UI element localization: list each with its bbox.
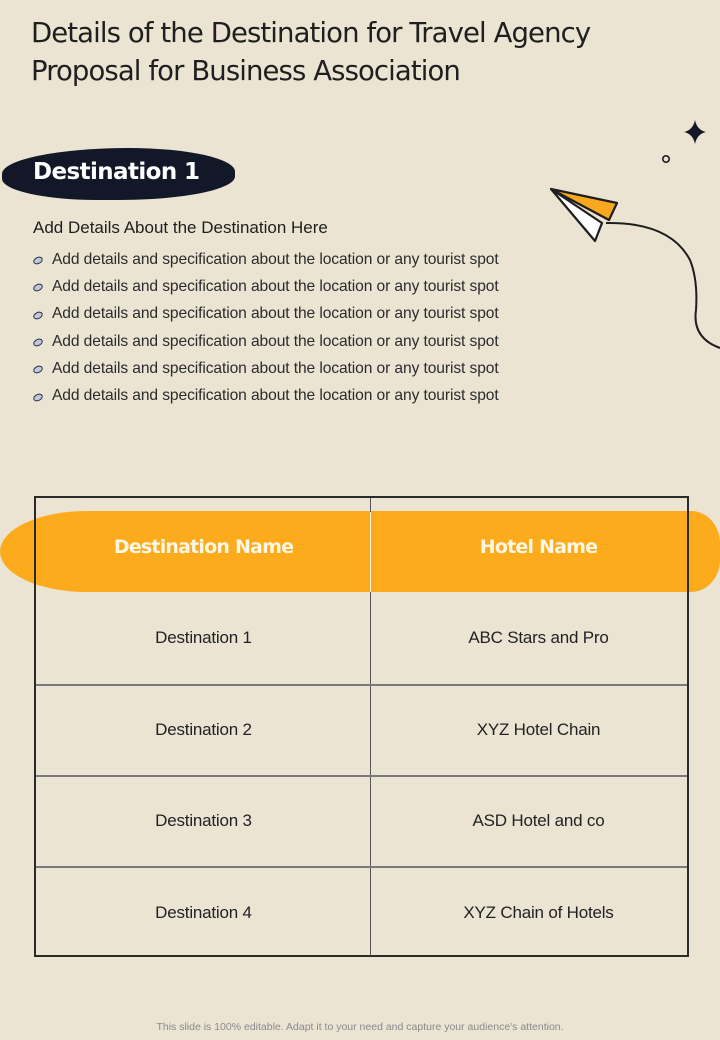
- ellipse-bullet-icon: [32, 283, 44, 294]
- list-item-text: Add details and specification about the location or any tourist spot: [52, 250, 499, 268]
- table-cell-destination: Destination 4: [155, 903, 252, 922]
- ellipse-bullet-icon: [32, 365, 44, 376]
- details-list: [33, 246, 499, 410]
- subheading: Add Details About the Destination Here: [33, 218, 328, 237]
- row-divider: [36, 684, 687, 686]
- table-cell-hotel: ABC Stars and Pro: [468, 628, 609, 647]
- list-item: [33, 301, 499, 328]
- table-cell-destination: Destination 1: [155, 628, 252, 647]
- row-divider: [36, 866, 687, 868]
- list-item-text: Add details and specification about the location or any tourist spot: [52, 359, 499, 377]
- four-point-star-icon: [684, 120, 706, 144]
- list-item: [33, 328, 499, 355]
- list-item-text: Add details and specification about the location or any tourist spot: [52, 305, 499, 323]
- list-item-text: Add details and specification about the location or any tourist spot: [52, 387, 499, 405]
- list-item: [33, 382, 499, 409]
- ellipse-bullet-icon: [32, 255, 44, 266]
- list-item-text: Add details and specification about the location or any tourist spot: [52, 277, 499, 295]
- column-header-hotel: Hotel Name: [479, 536, 598, 558]
- paper-plane-icon: [551, 189, 617, 241]
- table-cell-hotel: XYZ Chain of Hotels: [463, 903, 614, 922]
- list-item-text: Add details and specification about the location or any tourist spot: [52, 332, 499, 350]
- page-title: [31, 14, 671, 90]
- ellipse-bullet-icon: [32, 337, 44, 348]
- list-item: [33, 246, 499, 273]
- table-cell-destination: Destination 2: [155, 720, 252, 739]
- row-divider: [36, 775, 687, 777]
- table-cell-hotel: XYZ Hotel Chain: [476, 720, 601, 739]
- list-item: [33, 355, 499, 382]
- ellipse-bullet-icon: [32, 392, 44, 403]
- small-circle-icon: [663, 156, 669, 162]
- table-cell-destination: Destination 3: [155, 811, 252, 830]
- flight-path-line: [606, 223, 720, 348]
- column-header-destination: Destination Name: [113, 536, 294, 558]
- title-line-2: Proposal for Business Association: [31, 55, 460, 87]
- list-item: [33, 273, 499, 300]
- title-line-1: Details of the Destination for Travel Agency: [31, 17, 591, 49]
- section-label: Destination 1: [33, 159, 200, 185]
- paper-plane-decoration: [530, 110, 720, 360]
- table-cell-hotel: ASD Hotel and co: [472, 811, 605, 830]
- ellipse-bullet-icon: [32, 310, 44, 321]
- footer-note: This slide is 100% editable. Adapt it to your need and capture your audience's attention.: [156, 1021, 564, 1033]
